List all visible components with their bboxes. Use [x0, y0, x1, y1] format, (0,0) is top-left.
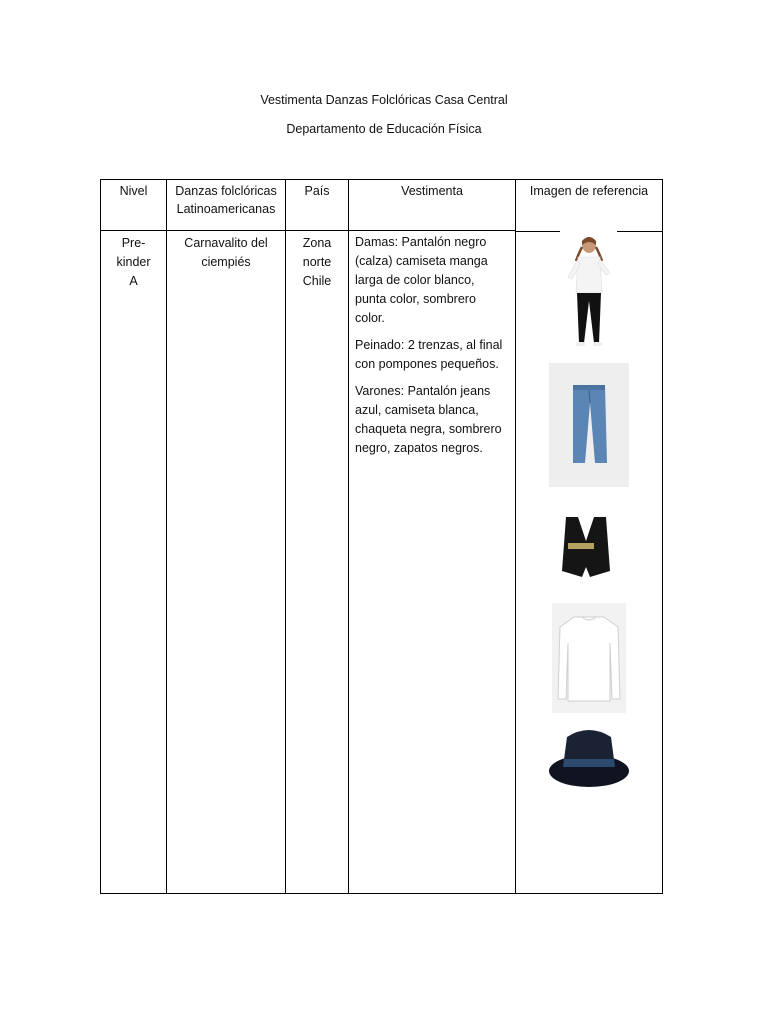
header-divider-right	[617, 231, 663, 232]
nivel-text: Pre-kinder A	[116, 236, 151, 288]
cell-nivel	[101, 231, 167, 894]
white-shirt-photo	[552, 603, 626, 713]
vestimenta-peinado: Peinado: 2 trenzas, al final con pompones pequeños.	[355, 338, 503, 371]
cell-imagenes	[516, 231, 663, 894]
girl-outfit-photo	[564, 233, 614, 351]
header-divider-left	[516, 231, 560, 232]
pais-text: Zona norte Chile	[302, 236, 332, 288]
header-danzas: Danzas folclóricas Latinoamericanas	[167, 180, 286, 231]
cell-vestimenta	[349, 231, 516, 894]
header-nivel: Nivel	[101, 180, 167, 231]
danza-text: Carnavalito del ciempiés	[184, 236, 268, 269]
table-header-row	[101, 180, 663, 231]
document-subtitle: Departamento de Educación Física	[286, 122, 482, 136]
document-title: Vestimenta Danzas Folclóricas Casa Central	[260, 93, 508, 107]
vestimenta-damas: Damas: Pantalón negro (calza) camiseta manga larga de color blanco, punta color, sombrero color.	[355, 235, 488, 325]
cell-danza	[167, 231, 286, 894]
table-row	[101, 231, 663, 894]
header-pais: País	[286, 180, 349, 231]
black-vest-photo	[546, 507, 626, 589]
costume-table	[100, 179, 663, 894]
vestimenta-varones: Varones: Pantalón jeans azul, camiseta blanca, chaqueta negra, sombrero negro, zapatos negros.	[355, 384, 502, 455]
cell-pais	[286, 231, 349, 894]
header-vestimenta: Vestimenta	[349, 180, 516, 231]
black-hat-photo	[547, 719, 631, 795]
jeans-photo	[549, 363, 629, 487]
header-imagen: Imagen de referencia	[516, 180, 663, 231]
